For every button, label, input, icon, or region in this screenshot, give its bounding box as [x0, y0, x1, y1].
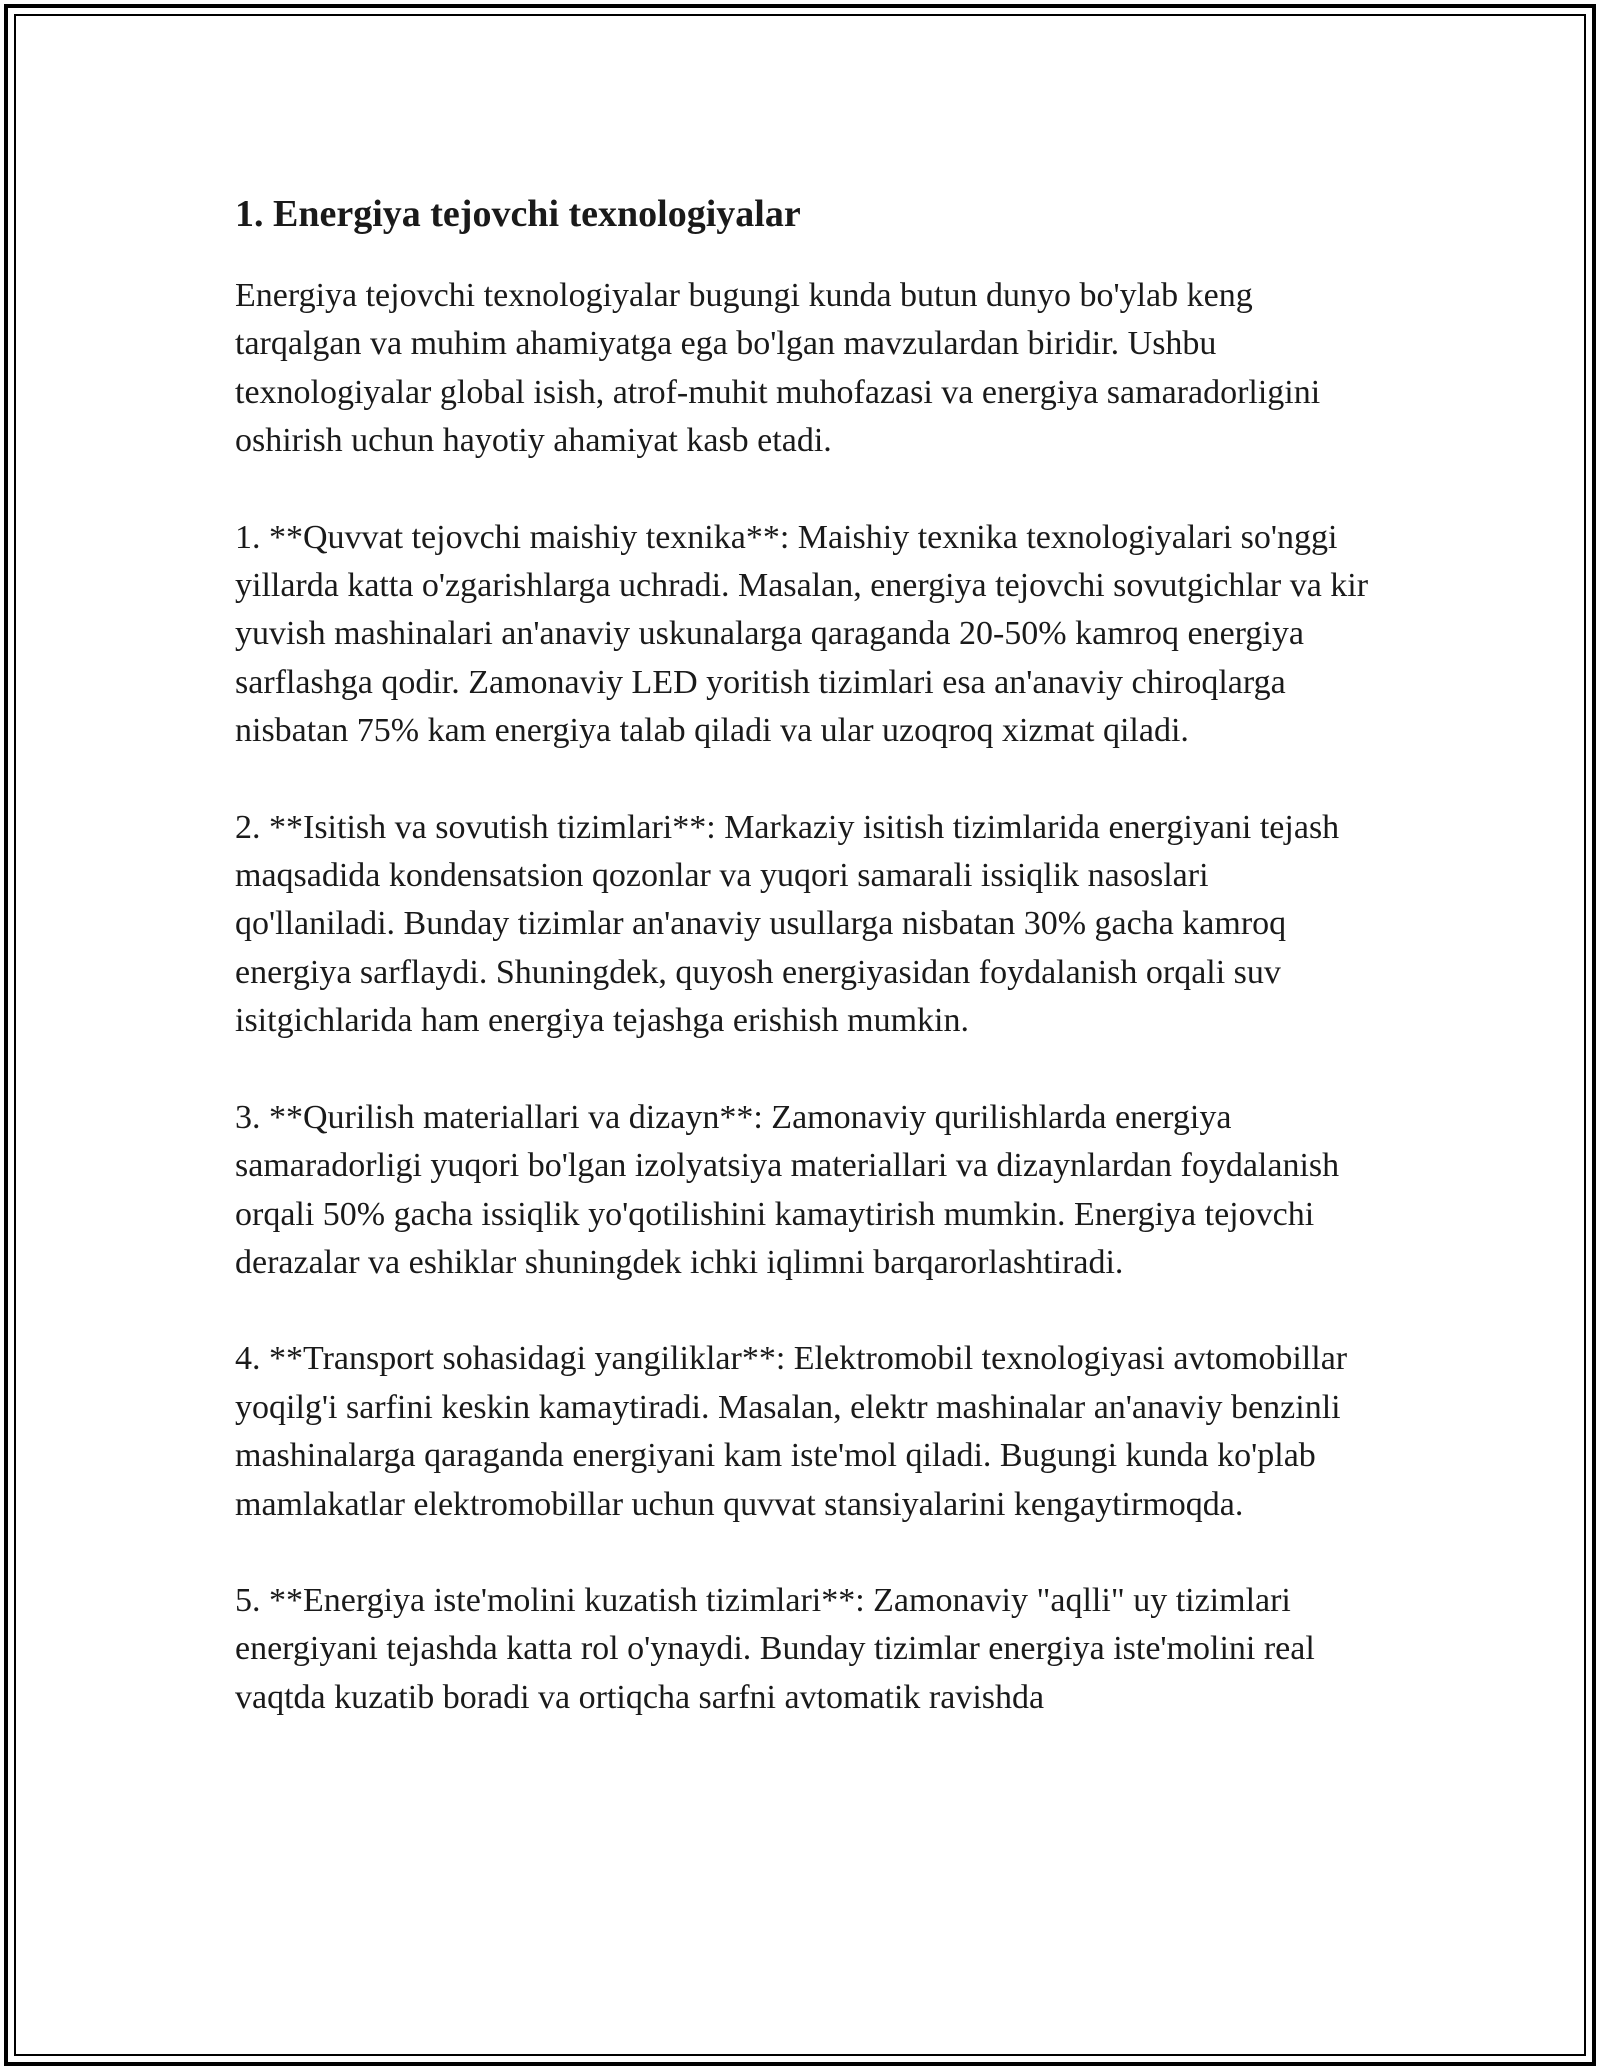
paragraph-monitoring: 5. **Energiya iste'molini kuzatish tizimlari**: Zamonaviy "aqlli" uy tizimlari energiyani tejashda katta rol o'ynaydi. Bunday tizimlar energiya iste'molini real vaqtda kuzatib boradi va ortiqcha sarfni avtomatik ravishda	[235, 1581, 1315, 1716]
paragraph-heating-cooling: 2. **Isitish va sovutish tizimlari**: Markaziy isitish tizimlarida energiyani tejash maqsadida kondensatsion qozonlar va yuqori samarali issiqlik nasoslari qo'llaniladi. Bunday tizimlar an'anaviy usullarga nisbatan 30% gacha kamroq energiya sarflaydi. Shuningdek, quyosh energiyasidan foydalanish orqali suv isitgichlarida ham energiya tejashga erishish mumkin.	[235, 808, 1340, 1040]
paragraph-transport: 4. **Transport sohasidagi yangiliklar**: Elektromobil texnologiyasi avtomobillar yoqilg'i sarfini keskin kamaytiradi. Masalan, elektr mashinalar an'anaviy benzinli mashinalarga qaraganda energiyani kam iste'mol qiladi. Bugungi kunda ko'plab mamlakatlar elektromobillar uchun quvvat stansiyalarini kengaytirmoqda.	[235, 1340, 1348, 1523]
paragraph-construction: 3. **Qurilish materiallari va dizayn**: Zamonaviy qurilishlarda energiya samaradorligi yuqori bo'lgan izolyatsiya materiallari va dizaynlardan foydalanish orqali 50% gacha issiqlik yo'qotilishini kamaytirish mumkin. Energiya tejovchi derazalar va eshiklar shuningdek ichki iqlimni barqarorlashtiradi.	[235, 1098, 1340, 1281]
intro-paragraph: Energiya tejovchi texnologiyalar bugungi kunda butun dunyo bo'ylab keng tarqalgan va muhim ahamiyatga ega bo'lgan mavzulardan biridir. Ushbu texnologiyalar global isish, atrof-muhit muhofazasi va energiya samaradorligini oshirish uchun hayotiy ahamiyat kasb etadi.	[235, 277, 1321, 460]
document-body	[235, 186, 1375, 1722]
document-title: 1. Energiya tejovchi texnologiyalar	[235, 193, 801, 235]
paragraph-appliances: 1. **Quvvat tejovchi maishiy texnika**: Maishiy texnika texnologiyalari so'nggi yillarda katta o'zgarishlarga uchradi. Masalan, energiya tejovchi sovutgichlar va kir yuvish mashinalari an'anaviy uskunalarga qaraganda 20-50% kamroq energiya sarflashga qodir. Zamonaviy LED yoritish tizimlari esa an'anaviy chiroqlarga nisbatan 75% kam energiya talab qiladi va ular uzoqroq xizmat qiladi.	[235, 518, 1369, 750]
